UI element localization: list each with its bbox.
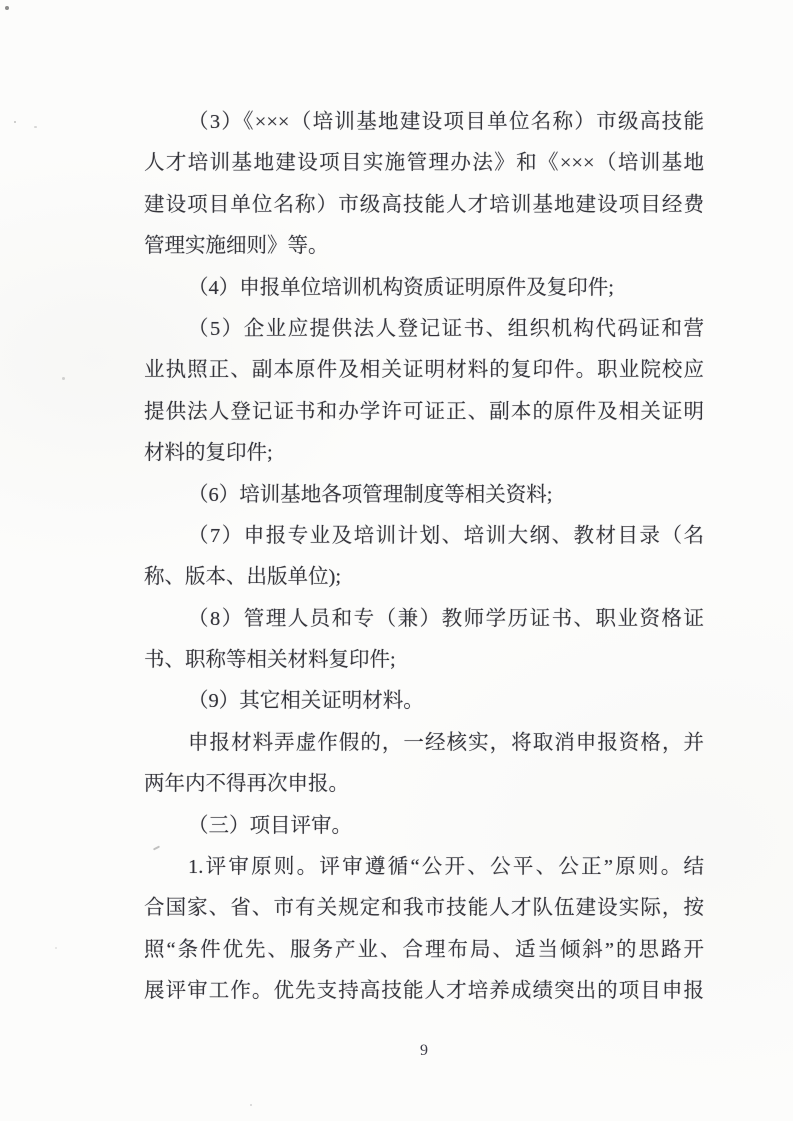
scan-speck bbox=[14, 121, 16, 123]
text-line: 提供法人登记证书和办学许可证正、副本的原件及相关证明 bbox=[144, 400, 704, 423]
text-line: （三）项目评审。 bbox=[188, 814, 352, 837]
document-text bbox=[144, 102, 704, 1013]
text-line: 称、版本、出版单位); bbox=[144, 566, 342, 589]
scan-speck bbox=[62, 377, 65, 380]
paragraph bbox=[144, 723, 704, 806]
text-line: 申报材料弄虚作假的，一经核实，将取消申报资格，并 bbox=[188, 731, 704, 754]
page-number: 9 bbox=[420, 1042, 428, 1059]
paragraph bbox=[144, 102, 704, 268]
text-line: 1.评审原则。评审遵循“公开、公平、公正”原则。结 bbox=[188, 856, 704, 879]
scan-speck bbox=[250, 1104, 252, 1106]
text-line: 材料的复印件; bbox=[144, 442, 273, 465]
scan-speck bbox=[55, 947, 57, 949]
paragraph bbox=[144, 268, 704, 309]
text-line: （8）管理人员和专（兼）教师学历证书、职业资格证 bbox=[188, 607, 704, 630]
text-line: （7）申报专业及培训计划、培训大纲、教材目录（名 bbox=[188, 524, 704, 547]
scan-speck bbox=[5, 6, 9, 10]
text-line: 业执照正、副本原件及相关证明材料的复印件。职业院校应 bbox=[144, 359, 704, 382]
text-line: （5）企业应提供法人登记证书、组织机构代码证和营 bbox=[188, 317, 704, 340]
text-line: （9）其它相关证明材料。 bbox=[188, 690, 424, 713]
paragraph bbox=[144, 681, 704, 722]
text-line: （6）培训基地各项管理制度等相关资料; bbox=[188, 483, 553, 506]
paragraph bbox=[144, 847, 704, 1013]
text-line: 建设项目单位名称）市级高技能人才培训基地建设项目经费 bbox=[144, 193, 704, 216]
paragraph bbox=[144, 599, 704, 682]
text-line: （3）《×××（培训基地建设项目单位名称）市级高技能 bbox=[188, 111, 704, 133]
text-line: 书、职称等相关材料复印件; bbox=[144, 649, 396, 672]
text-line: 人才培训基地建设项目实施管理办法》和《×××（培训基地 bbox=[144, 152, 704, 175]
text-line: 管理实施细则》等。 bbox=[144, 235, 329, 258]
text-line: 两年内不得再次申报。 bbox=[144, 773, 349, 796]
paragraph bbox=[144, 309, 704, 475]
paragraph bbox=[144, 475, 704, 516]
text-line: 展评审工作。优先支持高技能人才培养成绩突出的项目申报 bbox=[144, 980, 704, 1003]
paragraph bbox=[144, 806, 704, 847]
scan-speck bbox=[34, 126, 37, 128]
text-line: 照“条件优先、服务产业、合理布局、适当倾斜”的思路开 bbox=[144, 938, 704, 961]
text-line: 合国家、省、市有关规定和我市技能人才队伍建设实际，按 bbox=[144, 897, 704, 920]
paragraph bbox=[144, 516, 704, 599]
text-line: （4）申报单位培训机构资质证明原件及复印件; bbox=[188, 276, 614, 299]
